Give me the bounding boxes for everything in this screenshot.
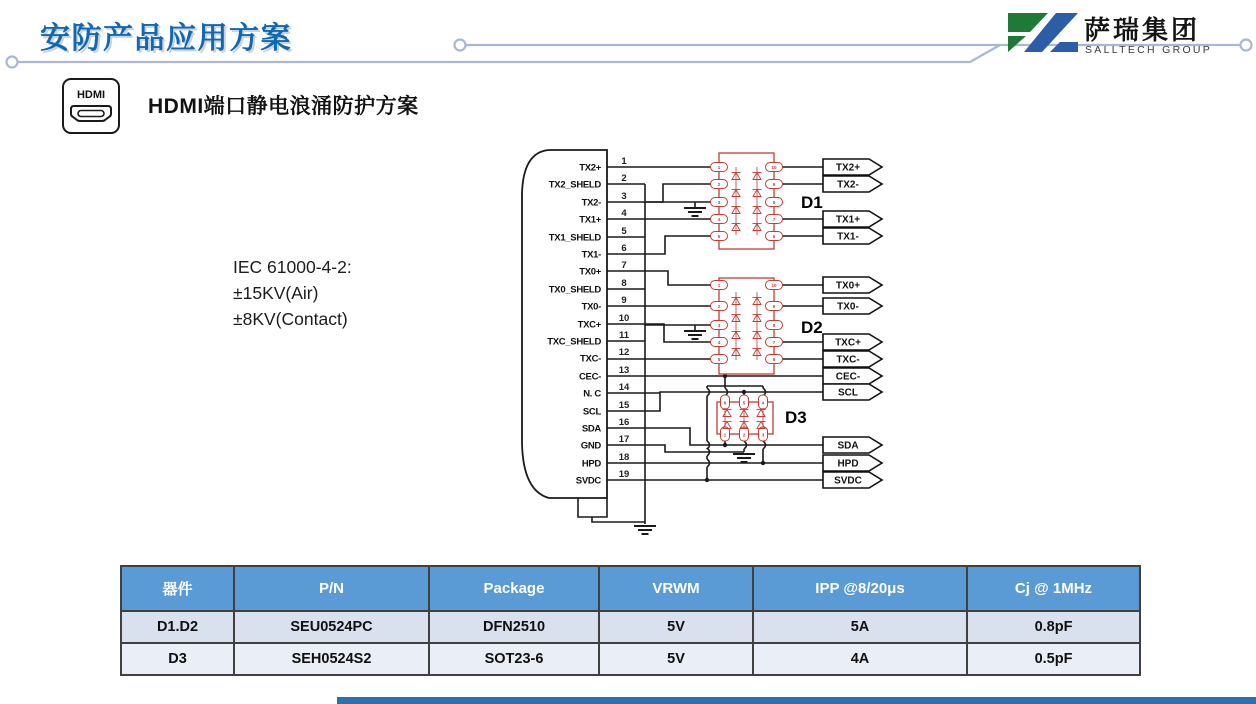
svg-text:17: 17 — [618, 434, 630, 445]
svg-text:19: 19 — [618, 469, 630, 480]
svg-text:1: 1 — [717, 164, 721, 170]
svg-text:2: 2 — [717, 181, 721, 187]
svg-text:TXC+: TXC+ — [577, 319, 601, 331]
spec-table-cell: 0.8pF — [967, 611, 1140, 643]
svg-text:TX0-: TX0- — [837, 301, 859, 313]
svg-text:6: 6 — [621, 243, 627, 254]
svg-text:8: 8 — [772, 199, 776, 205]
section-subtitle: HDMI端口静电浪涌防护方案 — [148, 95, 419, 118]
hdmi-icon-label: HDMI — [76, 89, 106, 101]
svg-text:6: 6 — [772, 233, 776, 239]
svg-text:4: 4 — [761, 400, 765, 406]
svg-text:N. C: N. C — [583, 388, 601, 400]
svg-text:14: 14 — [618, 382, 630, 393]
svg-text:GND: GND — [580, 440, 601, 452]
svg-text:TX2+: TX2+ — [835, 162, 861, 174]
svg-text:13: 13 — [618, 365, 630, 376]
page-title: 安防产品应用方案 — [40, 22, 292, 55]
svg-text:9: 9 — [772, 181, 776, 187]
footer-accent-bar — [337, 697, 1256, 704]
svg-text:TXC+: TXC+ — [835, 337, 861, 349]
svg-text:TX1+: TX1+ — [835, 214, 861, 226]
svg-text:9: 9 — [772, 303, 776, 309]
spec-table — [120, 565, 1141, 676]
svg-text:10: 10 — [771, 282, 777, 288]
svg-text:TX1+: TX1+ — [579, 214, 601, 226]
svg-text:3: 3 — [621, 191, 627, 202]
svg-text:7: 7 — [772, 339, 776, 345]
svg-text:6: 6 — [772, 356, 776, 362]
svg-text:TX2-: TX2- — [581, 197, 601, 209]
svg-text:5: 5 — [717, 233, 721, 239]
spec-table-header-cell: IPP @8/20μs — [753, 566, 967, 611]
spec-table-container — [120, 565, 1141, 676]
spec-table-header-cell: Package — [429, 566, 599, 611]
iec-spec-line: ±15KV(Air) — [233, 283, 319, 303]
svg-text:3: 3 — [717, 199, 721, 205]
spec-table-row — [121, 611, 1140, 643]
svg-text:TX0+: TX0+ — [579, 266, 601, 278]
svg-text:TX2_SHELD: TX2_SHELD — [548, 179, 601, 191]
svg-text:TX0_SHELD: TX0_SHELD — [548, 284, 601, 296]
hdmi-protection-schematic — [505, 140, 895, 560]
svg-text:TX1_SHELD: TX1_SHELD — [548, 232, 601, 244]
svg-text:CEC-: CEC- — [835, 371, 861, 383]
spec-table-cell: 4A — [753, 643, 967, 675]
svg-text:1: 1 — [723, 432, 727, 438]
svg-text:SDA: SDA — [581, 423, 601, 435]
logo-text-cn: 萨瑞集团 — [1084, 15, 1201, 45]
spec-table-cell: D3 — [121, 643, 234, 675]
svg-text:4: 4 — [717, 216, 721, 222]
svg-text:HPD: HPD — [837, 458, 859, 470]
spec-table-cell: 5V — [599, 611, 753, 643]
svg-text:2: 2 — [717, 303, 721, 309]
hdmi-icon — [60, 77, 122, 137]
svg-text:7: 7 — [772, 216, 776, 222]
svg-text:8: 8 — [772, 322, 776, 328]
svg-text:5: 5 — [742, 400, 746, 406]
iec-spec-line: IEC 61000-4-2: — [233, 257, 352, 277]
svg-text:16: 16 — [618, 417, 630, 428]
spec-table-row — [121, 643, 1140, 675]
svg-text:D2: D2 — [801, 318, 823, 337]
svg-text:SDA: SDA — [837, 440, 859, 452]
svg-text:5: 5 — [621, 226, 627, 237]
svg-text:TX2+: TX2+ — [579, 162, 601, 174]
svg-text:SVDC: SVDC — [575, 475, 601, 487]
svg-text:TX0+: TX0+ — [835, 280, 861, 292]
svg-text:TXC_SHELD: TXC_SHELD — [547, 336, 601, 348]
svg-text:TX1-: TX1- — [837, 231, 859, 243]
spec-table-header-cell: VRWM — [599, 566, 753, 611]
logo-text-en: SALLTECH GROUP — [1085, 44, 1213, 56]
spec-table-cell: SOT23-6 — [429, 643, 599, 675]
svg-text:TX1-: TX1- — [581, 249, 601, 261]
svg-text:7: 7 — [621, 260, 627, 271]
svg-text:4: 4 — [717, 339, 721, 345]
spec-table-header-cell: Cj @ 1MHz — [967, 566, 1140, 611]
svg-text:SCL: SCL — [582, 406, 601, 418]
svg-text:6: 6 — [723, 400, 727, 406]
iec-spec-line: ±8KV(Contact) — [233, 309, 348, 329]
svg-text:TX2-: TX2- — [837, 179, 859, 191]
spec-table-cell: 0.5pF — [967, 643, 1140, 675]
svg-text:10: 10 — [618, 313, 630, 324]
svg-text:15: 15 — [618, 400, 630, 411]
svg-text:10: 10 — [771, 164, 777, 170]
svg-text:1: 1 — [717, 282, 721, 288]
svg-text:TXC-: TXC- — [836, 354, 860, 366]
svg-text:D1: D1 — [801, 193, 823, 212]
spec-table-cell: SEU0524PC — [234, 611, 429, 643]
svg-text:5: 5 — [717, 356, 721, 362]
spec-table-cell: DFN2510 — [429, 611, 599, 643]
spec-table-header-cell: P/N — [234, 566, 429, 611]
svg-text:9: 9 — [621, 295, 627, 306]
svg-text:TX0-: TX0- — [581, 301, 601, 313]
svg-text:3: 3 — [717, 322, 721, 328]
spec-table-header-cell: 器件 — [121, 566, 234, 611]
spec-table-cell: 5A — [753, 611, 967, 643]
svg-text:TXC-: TXC- — [580, 353, 601, 365]
svg-text:HPD: HPD — [581, 458, 601, 470]
svg-text:11: 11 — [618, 330, 630, 341]
svg-text:12: 12 — [618, 347, 630, 358]
spec-table-cell: SEH0524S2 — [234, 643, 429, 675]
iec-spec-note — [233, 254, 352, 332]
svg-text:D3: D3 — [785, 408, 807, 427]
svg-text:18: 18 — [618, 452, 630, 463]
svg-text:3: 3 — [761, 432, 765, 438]
spec-table-cell: D1.D2 — [121, 611, 234, 643]
svg-text:2: 2 — [621, 173, 627, 184]
svg-text:SCL: SCL — [838, 387, 858, 399]
salltech-logo-icon — [1004, 8, 1080, 56]
svg-text:4: 4 — [621, 208, 627, 219]
svg-text:8: 8 — [621, 278, 627, 289]
svg-text:CEC-: CEC- — [578, 371, 601, 383]
spec-table-cell: 5V — [599, 643, 753, 675]
svg-text:1: 1 — [621, 156, 627, 167]
svg-text:SVDC: SVDC — [834, 475, 862, 487]
svg-text:2: 2 — [742, 432, 746, 438]
